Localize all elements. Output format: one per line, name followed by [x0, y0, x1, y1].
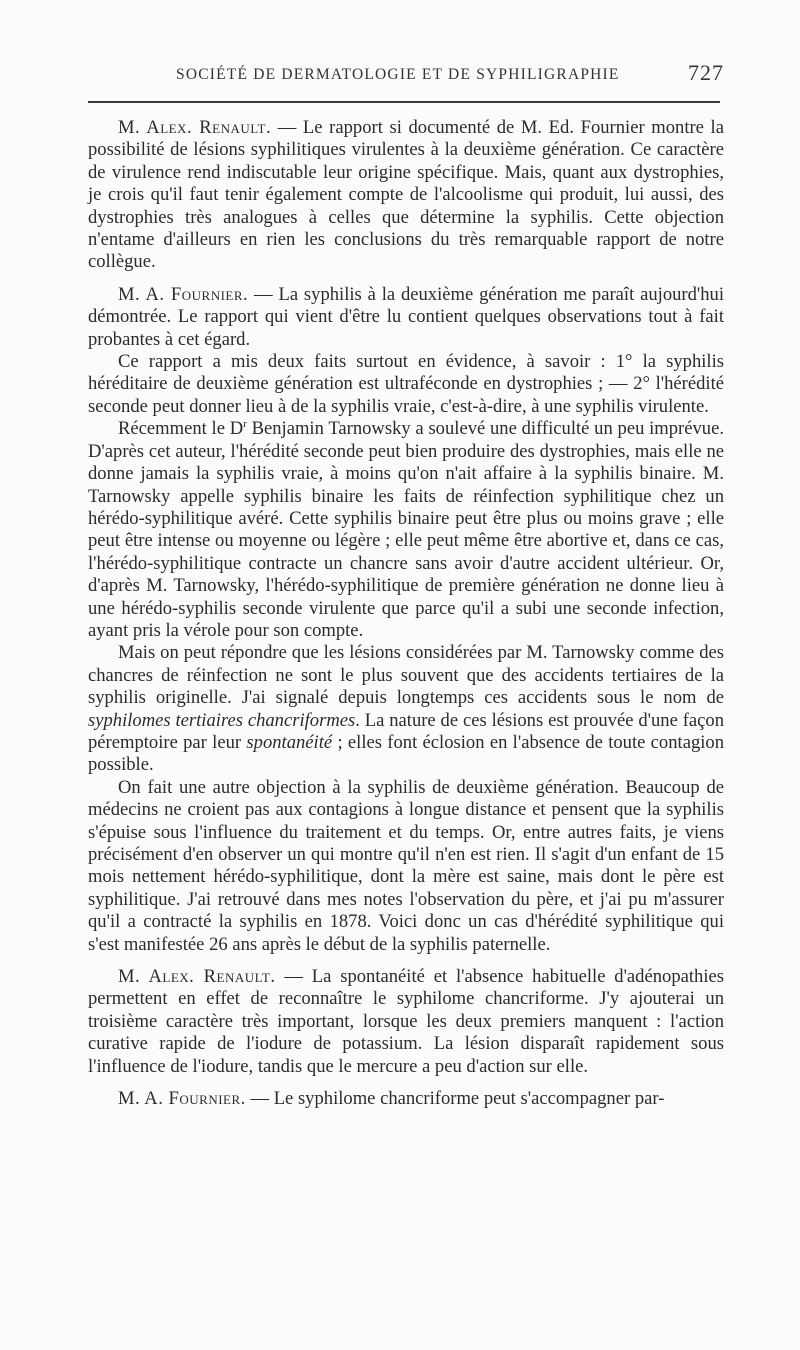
speaker-name: M. A. Fournier.	[118, 1088, 246, 1110]
paragraph-text: ; elles font éclosion en l'absence de toute contagion possible.	[88, 731, 725, 776]
paragraph-tarnowsky	[88, 418, 724, 642]
running-header	[88, 62, 724, 90]
paragraph-text: — La syphilis à la deuxième génération me paraît aujourd'hui démontrée. Le rapport qui vient d'être lu contient quelques observations tout à fait probantes à cet égard.	[88, 283, 725, 350]
paragraph-text: On fait une autre objection à la syphilis de deuxième génération. Beaucoup de médecins ne croient pas aux contagions à longue distance et pensent que la syphilis s'épuise sous l'influence du traitement et du temps. Or, entre autres faits, je viens précisément d'en observer un qui montre qu'il n'en est rien. Il s'agit d'un enfant de 15 mois nettement hérédo-syphilitique, dont la mère est saine, mais dont le père est syphilitique. J'ai retrouvé dans mes notes l'observation du père, et j'ai pu m'assurer qu'il a contracté la syphilis en 1878. Voici donc un cas d'hérédité syphilitique qui s'est manifestée 26 ans après le début de la syphilis paternelle.	[88, 776, 724, 955]
paragraph-text: — Le rapport si documenté de M. Ed. Fournier montre la possibilité de lésions syphilitiques virulentes à la deuxième génération. Ce caractère de virulence rend indiscutable leur origine spécifique. Mais, quant aux dystrophies, je crois qu'il faut tenir également compte de l'alcoolisme qui produit, lui aussi, des dystrophies très analogues à celles que détermine la syphilis. Cette objection n'entame d'ailleurs en rien les conclusions du très remarquable rapport de notre collègue.	[88, 117, 724, 273]
italic-term: syphilomes tertiaires chancriformes	[88, 709, 356, 731]
paragraph-text: . La nature de ces lésions est prouvée d'une façon péremptoire par leur	[88, 709, 724, 753]
speaker-name: M. A. Fournier.	[118, 283, 249, 305]
paragraph-text: — Le syphilome chancriforme peut s'accompagner par-	[245, 1088, 665, 1110]
paragraph-text: Benjamin Tarnowsky a soulevé une difficulté un peu imprévue. D'après cet auteur, l'hérédité seconde peut bien produire des dystrophies, mais elle ne donne jamais la syphilis vraie, à moins qu'on n'ait affaire à la syphilis binaire. M. Tarnowsky appelle syphilis binaire les faits de réinfection syphilitique chez un hérédo-syphilitique avéré. Cette syphilis binaire peut être plus ou moins grave ; elle peut être intense ou moyenne ou légère ; elle peut même être abortive et, dans ce cas, l'hérédo-syphilitique contracte un chancre sans avoir d'autre accident ultérieur. Or, d'après M. Tarnowsky, l'hérédo-syphilitique de première génération ne donne lieu à une hérédo-syphilis seconde virulente que parce qu'il a subi une seconde infection, ayant pris la vérole pour son compte.	[88, 418, 724, 641]
speaker-name: M. Alex. Renault.	[118, 966, 276, 988]
paragraph-rapport	[88, 351, 724, 418]
paragraph-text: Récemment le D	[118, 418, 244, 440]
paragraph-fournier-2	[88, 1088, 724, 1110]
superscript: r	[243, 418, 247, 431]
paragraph-objection	[88, 777, 724, 956]
paragraph-text: — La spontanéité et l'absence habituelle d'adénopathies permettent en effet de reconnaître le syphilome chancriforme. J'y ajouterai un troisième caractère très important, lorsque les deux premiers manquent : l'action curative rapide de l'iodure de potassium. La lésion disparaît rapidement sous l'influence de l'iodure, tandis que le mercure a peu d'action sur elle.	[88, 966, 724, 1077]
page-number: 727	[688, 60, 724, 85]
italic-term: spontanéité	[246, 731, 333, 753]
paragraph-renault-2	[88, 966, 724, 1078]
paragraph-reponse	[88, 642, 724, 776]
paragraph-text: Mais on peut répondre que les lésions considérées par M. Tarnowsky comme des chancres de réinfection ne sont le plus souvent que des accidents tertiaires de la syphilis originelle. J'ai signalé depuis longtemps ces accidents sous le nom de	[88, 642, 724, 709]
speaker-name: M. Alex. Renault.	[118, 117, 272, 138]
paragraph-renault-1	[88, 117, 724, 274]
paragraph-text: Ce rapport a mis deux faits surtout en évidence, à savoir : 1° la syphilis héréditaire de deuxième génération est ultraféconde en dystrophies ; — 2° l'hérédité seconde peut donner lieu à de la syphilis vraie, c'est-à-dire, à une syphilis virulente.	[88, 351, 724, 417]
running-title: SOCIÉTÉ DE DERMATOLOGIE ET DE SYPHILIGRAPHIE	[176, 66, 620, 83]
header-rule	[88, 101, 720, 103]
body-text	[88, 117, 724, 1110]
paragraph-fournier-1	[88, 284, 724, 351]
